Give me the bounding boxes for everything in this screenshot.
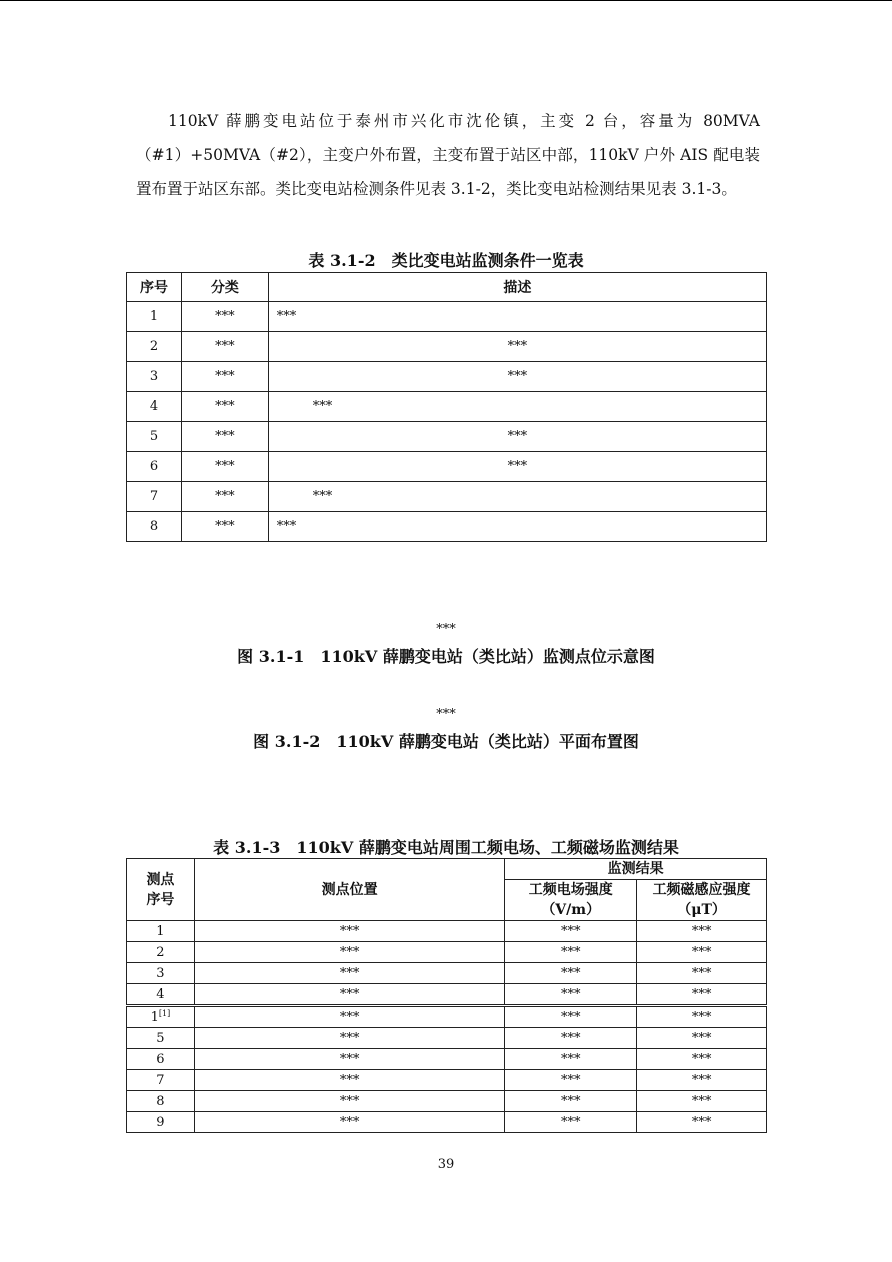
header-category: 分类	[181, 273, 268, 302]
cell-b-field: ***	[637, 921, 767, 942]
footnote-ref: [1]	[158, 1008, 171, 1018]
cell-location: ***	[194, 1028, 504, 1049]
table-row	[127, 1049, 767, 1070]
header-b-field	[637, 880, 767, 921]
header-e-field-line1: 工频电场强度	[528, 882, 613, 898]
cell-location: ***	[194, 1006, 504, 1028]
cell-location: ***	[194, 1070, 504, 1091]
cell-e-field: ***	[505, 1006, 637, 1028]
cell-no: 6	[127, 452, 182, 482]
figure-3-1-2-caption: 图 3.1-2 110kV 薛鹏变电站（类比站）平面布置图	[253, 732, 639, 751]
table-row	[127, 984, 767, 1006]
cell-b-field: ***	[637, 942, 767, 963]
cell-e-field: ***	[505, 963, 637, 984]
cell-no: 4	[127, 392, 182, 422]
table-3-1-3	[126, 858, 767, 1133]
cell-location: ***	[194, 963, 504, 984]
table-3-1-2	[126, 272, 767, 542]
table-header-row	[127, 859, 767, 880]
cell-b-field: ***	[637, 1091, 767, 1112]
cell-no-value: 1	[150, 1009, 159, 1025]
table-row	[127, 332, 767, 362]
cell-b-field: ***	[637, 1049, 767, 1070]
cell-category: ***	[181, 512, 268, 542]
figure-3-1-1-caption: 图 3.1-1 110kV 薛鹏变电站（类比站）监测点位示意图	[237, 647, 655, 666]
cell-b-field: ***	[637, 1028, 767, 1049]
cell-description: ***	[268, 362, 766, 392]
cell-no	[127, 1006, 195, 1028]
cell-no: 9	[127, 1112, 195, 1133]
cell-location: ***	[194, 942, 504, 963]
table-row	[127, 963, 767, 984]
header-description: 描述	[268, 273, 766, 302]
cell-e-field: ***	[505, 1070, 637, 1091]
cell-location: ***	[194, 1049, 504, 1070]
cell-description: ***	[268, 512, 766, 542]
table-row	[127, 942, 767, 963]
cell-b-field: ***	[637, 1070, 767, 1091]
cell-no: 7	[127, 482, 182, 512]
cell-description: ***	[268, 392, 766, 422]
header-e-field	[505, 880, 637, 921]
cell-no: 1	[127, 921, 195, 942]
table-header-row	[127, 273, 767, 302]
table-row	[127, 302, 767, 332]
header-point-no-line2: 序号	[146, 891, 175, 908]
cell-no: 1	[127, 302, 182, 332]
cell-location: ***	[194, 921, 504, 942]
top-border-line	[0, 0, 892, 1]
cell-no: 8	[127, 512, 182, 542]
cell-e-field: ***	[505, 1112, 637, 1133]
cell-category: ***	[181, 422, 268, 452]
cell-category: ***	[181, 362, 268, 392]
cell-e-field: ***	[505, 1028, 637, 1049]
cell-no: 3	[127, 963, 195, 984]
header-no: 序号	[127, 273, 182, 302]
table-row	[127, 512, 767, 542]
cell-b-field: ***	[637, 963, 767, 984]
table-row	[127, 1070, 767, 1091]
cell-no: 2	[127, 332, 182, 362]
table-row	[127, 452, 767, 482]
cell-no: 5	[127, 422, 182, 452]
cell-category: ***	[181, 392, 268, 422]
cell-e-field: ***	[505, 942, 637, 963]
figure-3-1-1-placeholder: ***	[436, 622, 456, 637]
cell-location: ***	[194, 984, 504, 1006]
cell-description: ***	[268, 452, 766, 482]
cell-description: ***	[268, 422, 766, 452]
cell-no: 8	[127, 1091, 195, 1112]
cell-location: ***	[194, 1091, 504, 1112]
cell-category: ***	[181, 482, 268, 512]
cell-e-field: ***	[505, 1091, 637, 1112]
table-3-1-3-caption: 表 3.1-3 110kV 薛鹏变电站周围工频电场、工频磁场监测结果	[213, 838, 679, 857]
header-point-no	[127, 859, 195, 921]
table-row	[127, 362, 767, 392]
cell-category: ***	[181, 332, 268, 362]
cell-description: ***	[268, 332, 766, 362]
cell-category: ***	[181, 302, 268, 332]
figure-3-1-2-placeholder: ***	[436, 707, 456, 722]
cell-no: 5	[127, 1028, 195, 1049]
table-3-1-2-caption: 表 3.1-2 类比变电站监测条件一览表	[308, 251, 584, 270]
table-row	[127, 482, 767, 512]
cell-b-field: ***	[637, 1112, 767, 1133]
cell-e-field: ***	[505, 1049, 637, 1070]
table-row	[127, 1006, 767, 1028]
cell-category: ***	[181, 452, 268, 482]
table-row	[127, 921, 767, 942]
cell-b-field: ***	[637, 984, 767, 1006]
cell-location: ***	[194, 1112, 504, 1133]
cell-description: ***	[268, 482, 766, 512]
intro-paragraph: 110kV 薛鹏变电站位于泰州市兴化市沈伦镇，主变 2 台，容量为 80MVA（#1）+50MVA（#2），主变户外布置，主变布置于站区中部，110kV 户外 AIS 配电装置布置于站区东部。类比变电站检测条件见表 3.1-2，类比变电站检测结果见表 3.1-3。	[136, 112, 760, 198]
cell-no: 2	[127, 942, 195, 963]
header-location: 测点位置	[194, 859, 504, 921]
header-b-field-line2: （μT）	[677, 902, 726, 918]
header-b-field-line1: 工频磁感应强度	[652, 882, 751, 898]
cell-no: 7	[127, 1070, 195, 1091]
table-row	[127, 392, 767, 422]
page-number: 39	[437, 1157, 455, 1172]
cell-e-field: ***	[505, 921, 637, 942]
cell-no: 4	[127, 984, 195, 1006]
cell-description: ***	[268, 302, 766, 332]
cell-no: 3	[127, 362, 182, 392]
cell-b-field: ***	[637, 1006, 767, 1028]
header-point-no-line1: 测点	[146, 871, 175, 888]
table-row	[127, 422, 767, 452]
cell-no: 6	[127, 1049, 195, 1070]
cell-e-field: ***	[505, 984, 637, 1006]
table-row	[127, 1028, 767, 1049]
table-row	[127, 1091, 767, 1112]
header-results: 监测结果	[505, 859, 767, 880]
header-e-field-line2: （V/m）	[541, 902, 601, 918]
table-row	[127, 1112, 767, 1133]
